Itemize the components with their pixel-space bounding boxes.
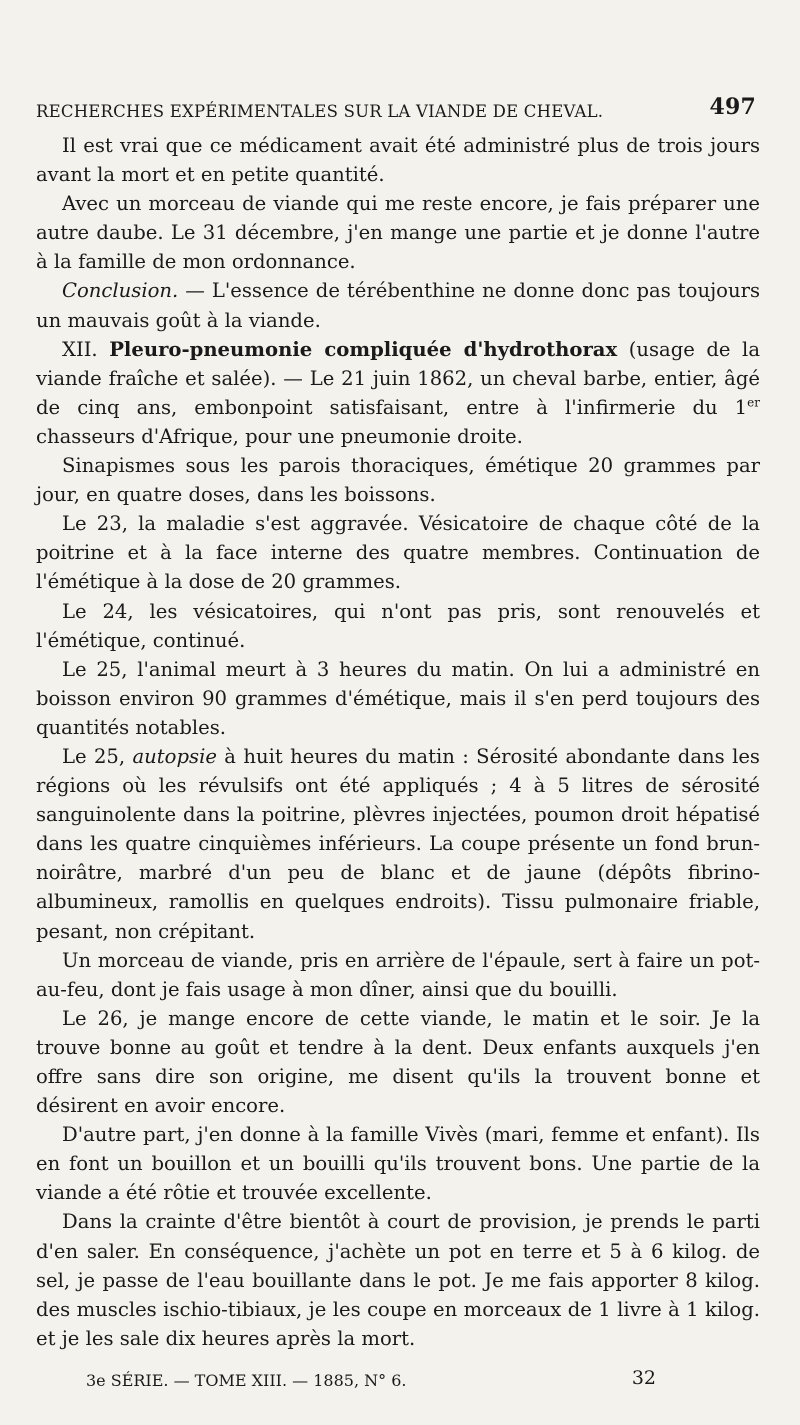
paragraph-section-xii (36, 335, 760, 451)
section-number: XII. (62, 337, 110, 361)
series-line: 3e SÉRIE. — TOME XIII. — 1885, N° 6. (86, 1371, 407, 1390)
autopsie-text: à huit heures du matin : Sérosité abondante dans les régions où les révulsifs ont été appliqués ; 4 à 5 litres de sérosité sanguinolente dans la poitrine, plèvres injectées, poumon droit hépatisé dans les quatre cinquièmes inférieurs. La coupe présente un fond brun-noirâtre, marbré d'un peu de blanc et de jaune (dépôts fibrino-albumineux, ramollis en quelques endroits). Tissu pulmonaire friable, pesant, non crépitant. (36, 744, 760, 943)
autopsie-label: autopsie (132, 744, 217, 768)
superscript: er (747, 395, 760, 410)
paragraph: Il est vrai que ce médicament avait été administré plus de trois jours avant la mort et en petite quantité. (36, 134, 760, 187)
paragraph: Dans la crainte d'être bientôt à court de provision, je prends le parti d'en saler. En conséquence, j'achète un pot en terre et 5 à 6 kilog. de sel, je passe de l'eau bouillante dans le pot. Je me fais apporter 8 kilog. des muscles ischio-tibiaux, je les coupe en morceaux de 1 livre à 1 kilog. et je les sale dix heures après la mort. (36, 1210, 760, 1350)
section-text: (usage de la viande fraîche et salée). — Le 21 juin 1862, un cheval barbe, entier, âgé de cinq ans, embonpoint satisfaisant, entre à l'infirmerie du 1 (36, 337, 760, 419)
paragraph: Un morceau de viande, pris en arrière de l'épaule, sert à faire un pot-au-feu, dont je fais usage à mon dîner, ainsi que du bouilli. (36, 948, 760, 1001)
conclusion-text: — L'essence de térébenthine ne donne donc pas toujours un mauvais goût à la viande. (36, 279, 760, 332)
page-footer (86, 1367, 686, 1397)
section-text-end: chasseurs d'Afrique, pour une pneumonie droite. (36, 424, 523, 448)
signature-number: 32 (631, 1367, 656, 1389)
paragraph: Avec un morceau de viande qui me reste encore, je fais préparer une autre daube. Le 31 décembre, j'en mange une partie et je donne l'autre à la famille de mon ordonnance. (36, 192, 760, 274)
paragraph: Le 26, je mange encore de cette viande, le matin et le soir. Je la trouve bonne au goût et tendre à la dent. Deux enfants auxquels j'en offre sans dire son origine, me disent qu'ils la trouvent bonne et désirent en avoir encore. (36, 1006, 760, 1118)
body-text (36, 131, 760, 1353)
paragraph-conclusion (36, 276, 760, 334)
conclusion-label: Conclusion. (62, 279, 179, 303)
running-header (36, 94, 756, 124)
autopsie-date: Le 25, (62, 744, 133, 768)
paragraph: Le 24, les vésicatoires, qui n'ont pas pris, sont renouvelés et l'émétique, continué. (36, 599, 760, 652)
section-title: Pleuro-pneumonie compliquée d'hydrothorax (109, 337, 618, 361)
running-title: RECHERCHES EXPÉRIMENTALES SUR LA VIANDE DE CHEVAL. (36, 102, 604, 121)
paragraph: Sinapismes sous les parois thoraciques, émétique 20 grammes par jour, en quatre doses, dans les boissons. (36, 454, 760, 507)
paragraph: Le 23, la maladie s'est aggravée. Vésicatoire de chaque côté de la poitrine et à la face interne des quatre membres. Continuation de l'émétique à la dose de 20 grammes. (36, 512, 760, 594)
paragraph-autopsie (36, 742, 760, 946)
paragraph: D'autre part, j'en donne à la famille Vivès (mari, femme et enfant). Ils en font un bouillon et un bouilli qu'ils trouvent bons. Une partie de la viande a été rôtie et trouvée excellente. (36, 1123, 760, 1205)
paragraph: Le 25, l'animal meurt à 3 heures du matin. On lui a administré en boisson environ 90 grammes d'émétique, mais il s'en perd toujours des quantités notables. (36, 657, 760, 739)
page-number: 497 (709, 94, 756, 120)
